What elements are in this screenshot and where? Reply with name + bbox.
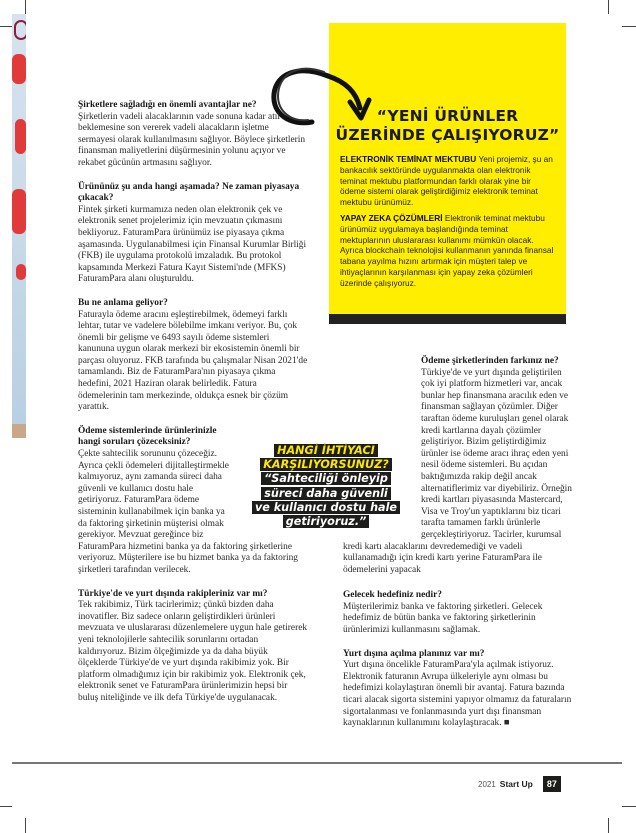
sidebar-item xyxy=(340,154,558,208)
crop-mark xyxy=(25,818,26,833)
interview-answer: Tek rakibimiz, Türk tacirlerimiz; çünkü bizden daha inovatifler. Biz sadece onların geliştirdikleri ürünleri mevzuata ve uluslararası düzenlemelere uygun hale getirerek yeni teknolojilerle sahtecilik sorunlarını ortadan kaldırıyoruz. Bizim ölçeğimizde ya da daha büyük ölçeklerde Türkiye'de ve yurt dışında rakibimiz yok. Bir platform olmadığımız için bir rakibimiz yok. Elektronik çek, elektronik senet ve FaturamPara ürünlerimizin hepsi bir buluş niteliğinde ve ilk defa Türkiye'de uygulanacak. xyxy=(78,600,308,703)
crop-mark xyxy=(622,26,636,27)
sidebar-body xyxy=(340,154,558,294)
page-number: 87 xyxy=(543,776,561,792)
interview-question: Yurt dışına açılma planınız var mı? xyxy=(343,648,485,659)
crop-mark xyxy=(0,806,12,807)
interview-question: Bu ne anlama geliyor? xyxy=(78,297,168,308)
article-column-right xyxy=(343,356,575,742)
pull-quote xyxy=(246,444,406,529)
pull-quote-text: “Sahteciliği önleyip xyxy=(261,472,391,485)
spread-photo-edge xyxy=(12,14,26,438)
divider-rule xyxy=(12,762,338,764)
sidebar-item-lead: ELEKTRONİK TEMİNAT MEKTUBU xyxy=(340,154,477,164)
photo-logo-fragment xyxy=(14,20,26,40)
pull-quote-heading: HANGİ İHTİYACI xyxy=(274,444,378,457)
crop-mark xyxy=(25,0,26,14)
divider-rule xyxy=(330,762,622,764)
photo-shape xyxy=(15,119,26,154)
page-footer xyxy=(478,776,561,792)
pull-quote-heading: KARŞILIYORSUNUZ? xyxy=(260,458,391,471)
photo-shape xyxy=(12,424,26,438)
sidebar-title: “YENİ ÜRÜNLER ÜZERİNDE ÇALIŞIYORUZ” xyxy=(335,107,560,144)
sidebar-bottom-bar xyxy=(329,314,566,324)
interview-question: Gelecek hedefiniz nedir? xyxy=(343,590,442,601)
sidebar-item-text: Yeni projemiz, şu an bankacılık sektöründe uygulanmakta olan elektronik teminat mektubu platformundan farklı olarak yine bir ödeme sistemi olarak geliştirdiğimiz elektronik teminat mektubu ürünümüz. xyxy=(340,154,553,208)
interview-answer: Yurt dışına öncelikle FaturamPara'yla açılmak istiyoruz. Elektronik faturanın Avrupa ülkeleriyle aynı olması bu hedefimizi kolaylaştıran önemli bir avantaj. Fatura bazında ticari alacak sigorta sistemini yapıyor olmamız da faturaların sigortalanması ve fonlanmasında yurt dışı finansman kaynaklarının kullanımını kolaylaştıracak. ■ xyxy=(343,660,572,729)
crop-mark xyxy=(0,26,12,27)
sidebar-item-lead: YAPAY ZEKA ÇÖZÜMLERİ xyxy=(340,212,443,223)
pull-quote-text: ve kullanıcı dostu hale xyxy=(252,501,400,514)
interview-question: Ödeme şirketlerinden farkınız ne? xyxy=(421,356,559,366)
photo-shape xyxy=(16,264,26,280)
interview-answer: Çekte sahtecilik sorununu çözeceğiz. Ayrıca çekli ödemeleri dijitalleştirmekle kalmıyoruz, aynı zamanda süreci daha güvenli ve kullanıcı dostu hale getiriyoruz. FaturamPara ödeme sisteminin kullanabilmek için banka ya da faktoring şirketinin müşterisi olmak gerekiyor. Mevzuat gereğince biz FaturamPara hizmetini banka ya da faktoring şirketlerine veriyoruz. Müşterilere ise bu hizmet banka ya da faktoring şirketleri tarafından verilecek. xyxy=(78,449,298,575)
qa-block xyxy=(78,298,308,414)
pull-quote-text: süreci daha güvenli xyxy=(261,487,391,500)
footer-year: 2021 xyxy=(478,779,496,789)
interview-question: Ödeme sistemlerinde ürünlerinizle hangi soruları çözeceksiniz? xyxy=(78,425,217,448)
qa-block xyxy=(78,589,308,705)
crop-mark xyxy=(622,806,636,807)
interview-answer: Fintek şirketi kurmamıza neden olan elektronik çek ve elektronik senet projelerimiz için mevzuatın çıkmasını bekliyoruz. FaturamPara ürünümüz ise piyasaya çıkma aşamasında. Uygulanabilmesi için Finansal Kurumlar Birliği (FKB) ile uygulama protokolü imzaladık. Bu protokol kapsamında Merkezi Fatura Kayıt Sistemi'nde (MFKS) FaturamPara alanı oluşturuldu. xyxy=(78,204,307,285)
footer-magazine: Start Up xyxy=(499,779,533,789)
interview-answer: Faturayla ödeme aracını eşleştirebilmek, ödemeyi farklı lehtar, tutar ve vadelere bölebilme imkanı veriyor. Bu, çok önemli bir gelişme ve 6493 sayılı ödeme sistemleri kanununa uygun olarak merkezi bir ekosistemin önemli bir parçası oluyoruz. FKB tarafında bu çalışmalar Nisan 2021'de tamamlandı. Biz de FaturamPara'nın piyasaya çıkma hedefini, 2021 Haziran olarak belirledik. Fatura ödemelerinin tam merkezinde, oldukça esnek bir çözüm yarattık. xyxy=(78,309,308,413)
crop-mark xyxy=(608,0,609,14)
sidebar-item-text: Elektronik teminat mektubu ürünümüz uygulamaya başlandığında teminat mektuplarının uluslararası kullanımı mümkün olacak. Ayrıca blockchain teknolojisi kullanmanın yanında finansal tabana yayılma hızını artırmak için müşteri talep ve ihtiyaçlarının karşılanması için yapay zeka çözümleri üzerinde çalışıyoruz. xyxy=(340,212,554,288)
interview-question: Türkiye'de ve yurt dışında rakipleriniz var mı? xyxy=(78,588,268,599)
qa-block xyxy=(78,100,308,170)
qa-block xyxy=(343,590,575,636)
interview-answer: Şirketlerin vadeli alacaklarının vade sonuna kadar atıl beklemesine son vererek vadeli alacakların işletme sermayesi olarak kullanılmasını sağlıyor. Böylece şirketlerin finansman maliyetlerini düşürmesinin yolunu açıyor ve rekabet gücünün artmasını sağlıyor. xyxy=(78,111,306,168)
sidebar-item xyxy=(340,213,558,289)
photo-shape xyxy=(12,54,26,84)
photo-shape xyxy=(12,189,26,234)
qa-block xyxy=(343,649,575,730)
interview-answer: Müşterilerimiz banka ve faktoring şirketleri. Gelecek hedefimiz de bütün banka ve faktoring şirketlerinin ürünlerimizi kullanmasını sağlamak. xyxy=(343,601,543,636)
article-column-left xyxy=(78,100,308,717)
interview-answer: Türkiye'de ve yurt dışında geliştirilen çok iyi platform hizmetleri var, ancak bunlar hep finansmana aracılık eden ve finansman sağlayan çözümler. Diğer taraftan ödeme kuruluşları genel olarak kredi kartlarına dayalı çözümler geliştiriyor. Bizim geliştirdiğimiz ürünler ise ödeme aracı ihraç eden yeni nesil ödeme sistemleri. Bu açıdan baktığımızda rakip değil ancak alternatiflerimiz var diyebiliriz. Örneğin kredi kartları piyasasında Mastercard, Visa ve Troy'un yaptıklarını biz ticari tarafta tamamen farklı ürünlerle gerçekleştiriyoruz. Tacirler, kurumsal kredi kartı alacaklarını devredemediği ve vadeli kullanamadığı için kredi kartı yerine FaturamPara ile ödemelerini yapacak xyxy=(343,367,572,575)
interview-question: Şirketlere sağladığı en önemli avantajlar ne? xyxy=(78,100,257,110)
pull-quote-text: getiriyoruz.” xyxy=(283,515,370,528)
qa-block xyxy=(78,182,308,286)
interview-question: Ürününüz şu anda hangi aşamada? Ne zaman piyasaya çıkacak? xyxy=(78,181,300,204)
crop-mark xyxy=(608,818,609,833)
